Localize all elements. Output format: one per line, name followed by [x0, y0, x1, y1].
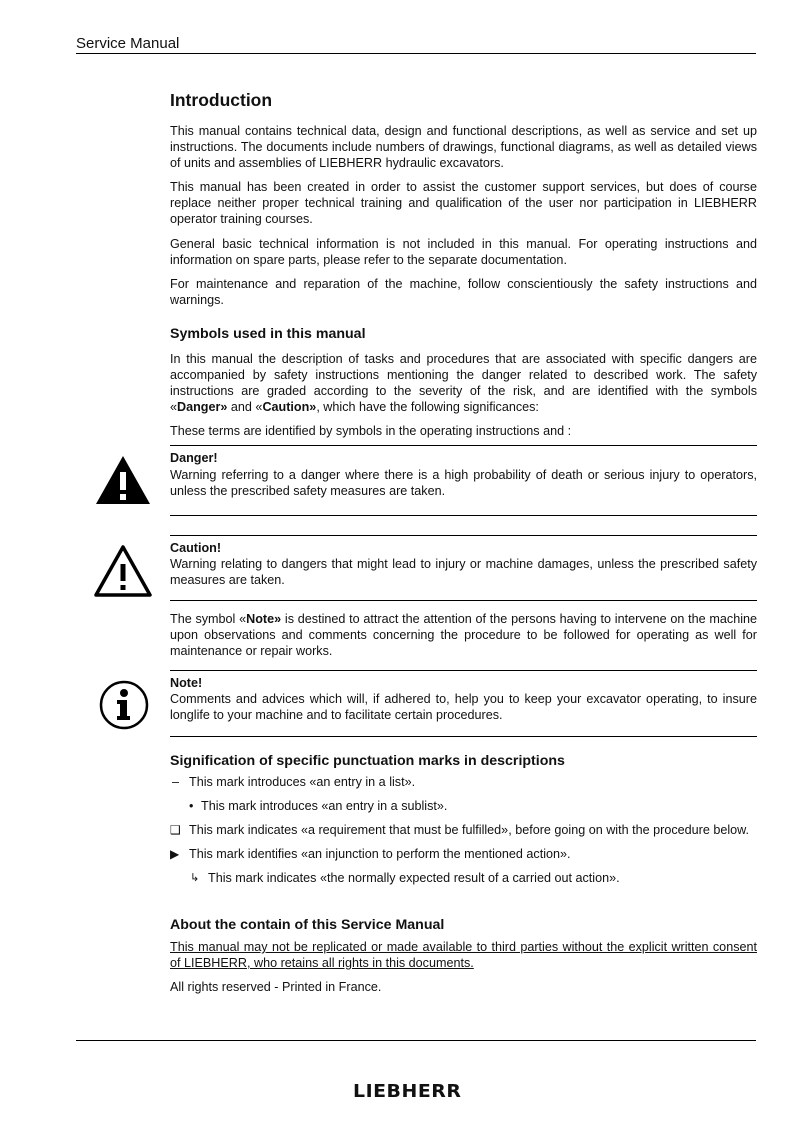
symbols-paragraph-2: These terms are identified by symbols in the operating instructions and : — [170, 424, 572, 439]
intro-paragraph-3: General basic technical information is not included in this manual. For operating instructions and information on spare parts, please refer to the separate documentation. — [170, 236, 757, 267]
checkbox-icon: ❑ — [170, 822, 181, 837]
intro-paragraph-4: For maintenance and reparation of the machine, follow conscientiously the safety instructions and warnings. — [170, 276, 757, 307]
note-text: Comments and advices which will, if adhered to, help you to keep your excavator operating, to insure longlife to your machine and to facilitate certain procedures. — [170, 692, 757, 723]
info-icon — [98, 679, 150, 731]
list-item-arrow: ▶ This mark identifies «an injunction to perform the mentioned action». — [170, 846, 571, 861]
page-content — [170, 89, 757, 1003]
note-box — [170, 670, 757, 736]
list-item-checkbox: ❑ This mark indicates «a requirement that must be fulfilled», before going on with the procedure below. — [170, 822, 750, 837]
list-item-dash: – This mark introduces «an entry in a list». — [172, 774, 416, 789]
introduction-heading: Introduction — [170, 90, 273, 110]
symbols-paragraph-1: In this manual the description of tasks and procedures that are associated with specific dangers are accompanied by safety instructions mentioning the danger related to described work. The safety instructions are graded according to the severity of the risk, and are identified with the symbols «Danger» and «Caution», which have the following significances: — [170, 351, 757, 415]
caution-title: Caution! — [170, 540, 222, 555]
header-title: Service Manual — [76, 35, 180, 52]
danger-title: Danger! — [170, 451, 218, 466]
danger-text: Warning referring to a danger where there is a high probability of death or serious injury to operators, unless the prescribed safety measures are taken. — [170, 467, 757, 498]
symbols-heading: Symbols used in this manual — [170, 325, 366, 342]
intro-paragraph-2: This manual has been created in order to assist the customer support services, but does of course replace neither proper technical training and qualification of the user nor participation in LIEBHERR operator training courses. — [170, 180, 757, 227]
list-item-result: ↳ This mark indicates «the normally expected result of a carried out action». — [190, 870, 620, 885]
caution-box — [170, 535, 757, 601]
result-arrow-icon: ↳ — [190, 870, 200, 884]
header-divider — [76, 53, 756, 54]
punctuation-heading: Signification of specific punctuation marks in descriptions — [170, 752, 565, 769]
note-title: Note! — [170, 676, 203, 691]
about-heading: About the contain of this Service Manual — [170, 917, 445, 933]
caution-triangle-icon — [94, 544, 152, 598]
list-item-bullet: • This mark introduces «an entry in a sublist». — [189, 798, 448, 813]
danger-triangle-icon — [94, 454, 152, 506]
bullet-marker: • — [189, 798, 194, 813]
intro-paragraph-1: This manual contains technical data, design and functional descriptions, as well as service and set up instructions. The documents include numbers of drawings, functional diagrams, as well as detailed views of units and assemblies of LIEBHERR hydraulic excavators. — [170, 124, 757, 171]
dash-marker: – — [172, 774, 180, 789]
danger-box — [170, 445, 757, 515]
liebherr-logo: LIEBHERR — [353, 1081, 462, 1102]
footer-divider — [76, 1040, 756, 1041]
rights-reserved: All rights reserved - Printed in France. — [170, 980, 382, 995]
arrow-marker-icon: ▶ — [170, 846, 180, 861]
caution-text: Warning relating to dangers that might lead to injury or machine damages, unless the prescribed safety measures are taken. — [170, 556, 757, 587]
copyright-notice: This manual may not be replicated or made available to third parties without the explicit written consent of LIEBHERR, who retains all rights in this documents. — [170, 940, 757, 971]
note-intro-paragraph: The symbol «Note» is destined to attract the attention of the persons having to intervene on the machine upon observations and comments concerning the procedure to be followed for operating as well for maintenance or repair works. — [170, 611, 758, 659]
